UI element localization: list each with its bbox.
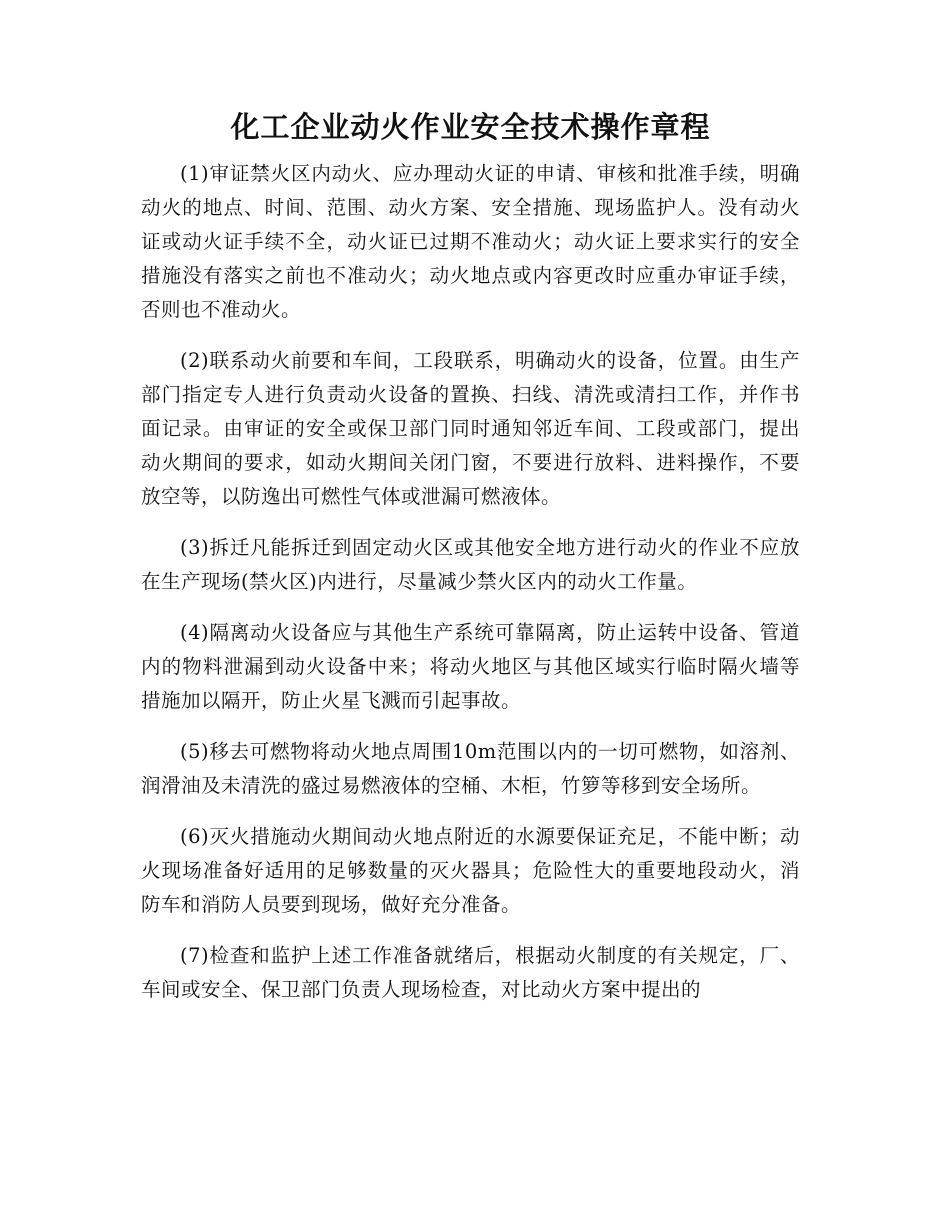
paragraph-7: (7)检查和监护上述工作准备就绪后，根据动火制度的有关规定，厂、车间或安全、保卫部门负责人现场检查，对比动火方案中提出的 [141, 944, 800, 1001]
document-title: 化工企业动火作业安全技术操作章程 [230, 110, 711, 144]
paragraph-5: (5)移去可燃物将动火地点周围10m范围以内的一切可燃物，如溶剂、润滑油及未清洗的盛过易燃液体的空桶、木柜，竹箩等移到安全场所。 [141, 740, 800, 797]
paragraph-6: (6)灭火措施动火期间动火地点附近的水源要保证充足，不能中断；动火现场准备好适用的足够数量的灭火器具；危险性大的重要地段动火，消防车和消防人员要到现场，做好充分准备。 [141, 825, 800, 916]
paragraph-3: (3)拆迁凡能拆迁到固定动火区或其他安全地方进行动火的作业不应放在生产现场(禁火区)内进行，尽量减少禁火区内的动火工作量。 [141, 536, 800, 593]
paragraph-4: (4)隔离动火设备应与其他生产系统可靠隔离，防止运转中设备、管道内的物料泄漏到动火设备中来；将动火地区与其他区域实行临时隔火墙等措施加以隔开，防止火星飞溅而引起事故。 [141, 621, 800, 712]
paragraph-1: (1)审证禁火区内动火、应办理动火证的申请、审核和批准手续，明确动火的地点、时间、范围、动火方案、安全措施、现场监护人。没有动火证或动火证手续不全，动火证已过期不准动火；动火证上要求实行的安全措施没有落实之前也不准动火；动火地点或内容更改时应重办审证手续，否则也不准动火。 [141, 162, 800, 321]
paragraph-2: (2)联系动火前要和车间，工段联系，明确动火的设备，位置。由生产部门指定专人进行负责动火设备的置换、扫线、清洗或清扫工作，并作书面记录。由审证的安全或保卫部门同时通知邻近车间、工段或部门，提出动火期间的要求，如动火期间关闭门窗，不要进行放料、进料操作，不要放空等，以防逸出可燃性气体或泄漏可燃液体。 [141, 349, 800, 508]
